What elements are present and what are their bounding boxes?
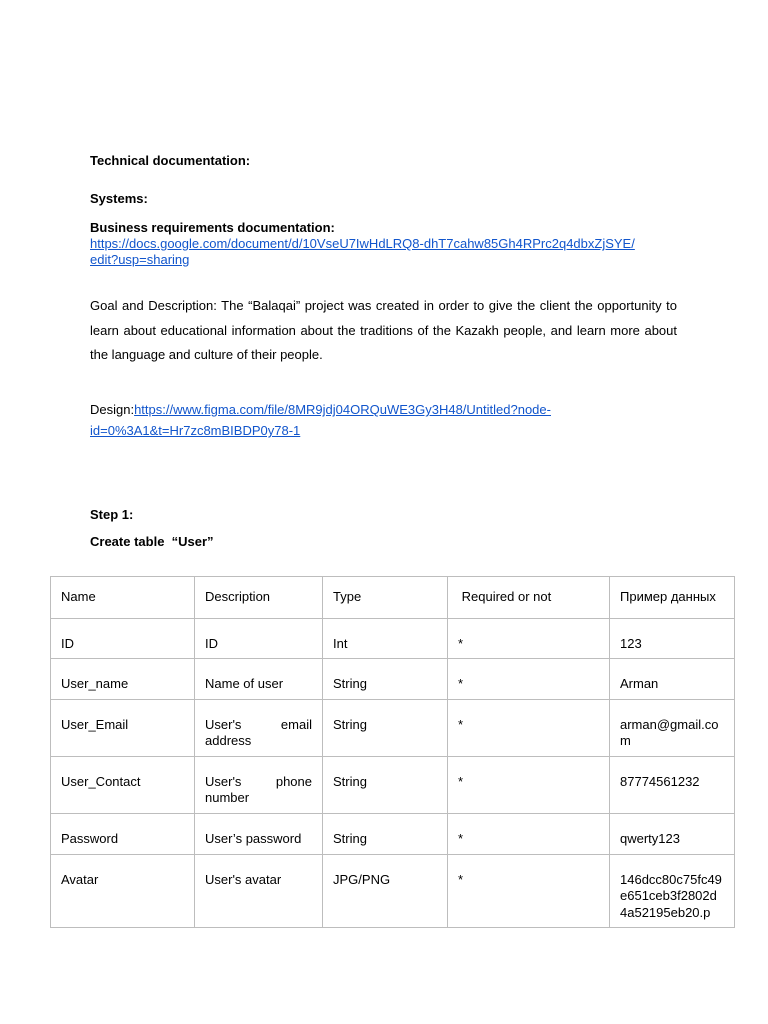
- cell-example: arman@gmail.com: [610, 699, 735, 756]
- cell-type: Int: [323, 618, 448, 659]
- design-section: [90, 399, 551, 441]
- cell-description: User's email address: [195, 699, 323, 756]
- cell-type: String: [323, 756, 448, 813]
- cell-name: ID: [51, 618, 195, 659]
- cell-type: String: [323, 659, 448, 700]
- cell-type: JPG/PNG: [323, 854, 448, 928]
- cell-name: User_Contact: [51, 756, 195, 813]
- cell-required: *: [448, 756, 610, 813]
- table-row: [51, 813, 735, 854]
- header-cell-required: Required or not: [448, 577, 610, 619]
- cell-required: *: [448, 699, 610, 756]
- cell-example: Arman: [610, 659, 735, 700]
- header-cell-description: Description: [195, 577, 323, 619]
- design-link-line2[interactable]: id=0%3A1&t=Hr7zc8mBIBDP0y78-1: [90, 423, 301, 438]
- brd-link-line1[interactable]: https://docs.google.com/document/d/10VseU7IwHdLRQ8-dhT7cahw85Gh4RPrc2q4dbxZjSYE/: [90, 236, 635, 251]
- systems-heading: Systems:: [90, 191, 148, 206]
- table-row: [51, 756, 735, 813]
- header-cell-type: Type: [323, 577, 448, 619]
- cell-name: Password: [51, 813, 195, 854]
- cell-name: User_name: [51, 659, 195, 700]
- create-table-heading: Create table “User”: [90, 534, 214, 549]
- brd-label: Business requirements documentation:: [90, 220, 335, 235]
- table-header-row: [51, 577, 735, 619]
- cell-required: *: [448, 659, 610, 700]
- cell-description: Name of user: [195, 659, 323, 700]
- user-table: [50, 576, 735, 928]
- doc-title: Technical documentation:: [90, 153, 251, 168]
- cell-required: *: [448, 618, 610, 659]
- cell-description: User's avatar: [195, 854, 323, 928]
- header-cell-example: Пример данных: [610, 577, 735, 619]
- design-link-line1[interactable]: https://www.figma.com/file/8MR9jdj04ORQuWE3Gy3H48/Untitled?node-: [134, 402, 551, 417]
- table-row: [51, 659, 735, 700]
- step-heading: Step 1:: [90, 507, 134, 522]
- cell-description: ID: [195, 618, 323, 659]
- cell-type: String: [323, 699, 448, 756]
- cell-example: 123: [610, 618, 735, 659]
- cell-required: *: [448, 813, 610, 854]
- cell-example: qwerty123: [610, 813, 735, 854]
- cell-name: User_Email: [51, 699, 195, 756]
- brd-link-line2[interactable]: edit?usp=sharing: [90, 252, 190, 267]
- cell-example: 146dcc80c75fc49e651ceb3f2802d4a52195eb20.p: [610, 854, 735, 928]
- cell-example: 87774561232: [610, 756, 735, 813]
- table-row: [51, 618, 735, 659]
- cell-description: User’s password: [195, 813, 323, 854]
- cell-description: User's phone number: [195, 756, 323, 813]
- cell-required: *: [448, 854, 610, 928]
- goal-description: Goal and Description: The “Balaqai” project was created in order to give the client the opportunity to learn about educational information about the traditions of the Kazakh people, and learn more about the language and culture of their people.: [90, 298, 677, 362]
- design-label: Design:: [90, 402, 135, 417]
- cell-name: Avatar: [51, 854, 195, 928]
- header-cell-name: Name: [51, 577, 195, 619]
- cell-type: String: [323, 813, 448, 854]
- table-row: [51, 699, 735, 756]
- table-row: [51, 854, 735, 928]
- brd-link[interactable]: [90, 236, 635, 268]
